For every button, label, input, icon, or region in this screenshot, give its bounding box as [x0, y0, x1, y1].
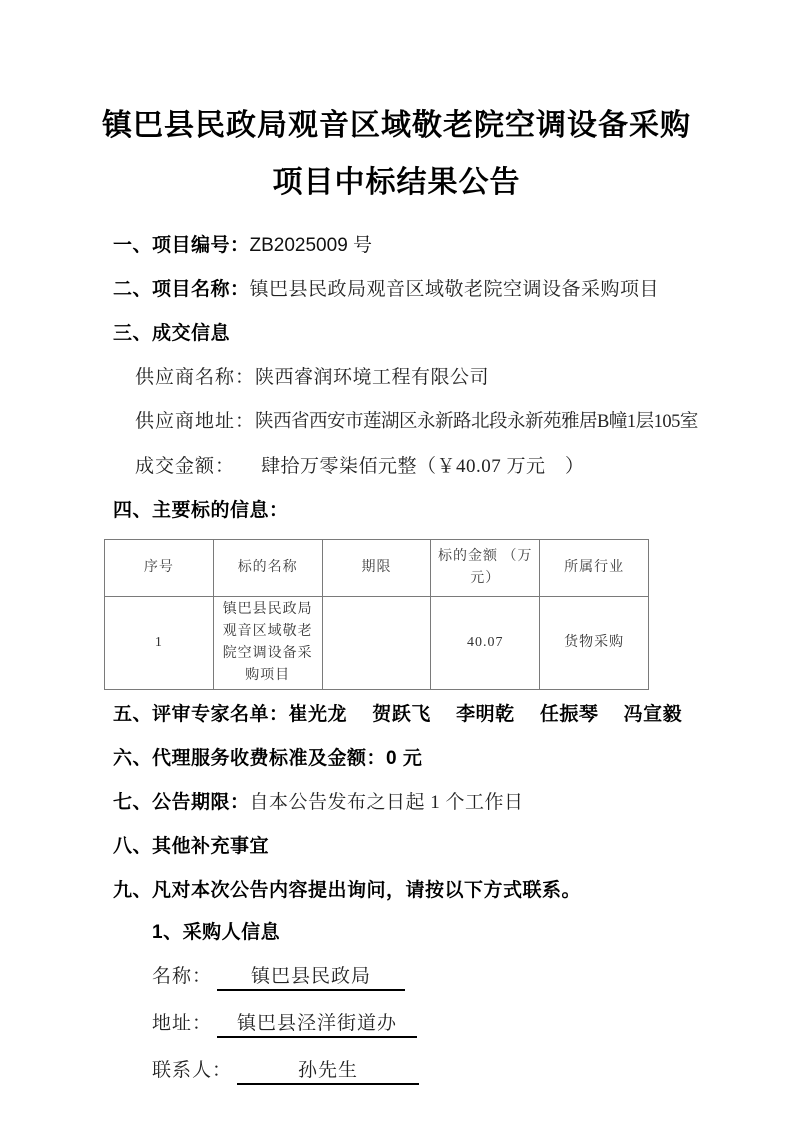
- purchaser-name-label: 名称：: [152, 966, 213, 987]
- section-agency-fee: [113, 747, 793, 770]
- section-deal-info-heading: [113, 322, 793, 345]
- main-subject-heading-label: 四、主要标的信息：: [113, 500, 289, 521]
- document-title: [0, 0, 793, 211]
- cell-seq: 1: [105, 597, 214, 690]
- header-cell-subject-name: 标的名称: [213, 540, 322, 597]
- section-project-name: [113, 278, 793, 301]
- section-contact-note: [113, 879, 793, 902]
- project-number-value: ZB2025009 号: [249, 235, 373, 256]
- section-other-matters: [113, 835, 793, 858]
- section-project-number: [113, 234, 793, 257]
- cell-term: [322, 597, 431, 690]
- header-cell-seq: 序号: [105, 540, 214, 597]
- purchaser-address-row: [152, 1012, 793, 1038]
- other-matters-label: 八、其他补充事宜: [113, 836, 270, 857]
- agency-fee-label: 六、代理服务收费标准及金额：: [113, 748, 387, 769]
- deal-amount-row: [135, 455, 793, 478]
- supplier-name-value: 陕西睿润环境工程有限公司: [255, 367, 490, 388]
- subject-info-table: [104, 539, 649, 690]
- section-experts: [113, 703, 793, 726]
- purchaser-contact-label: 联系人：: [152, 1060, 233, 1081]
- deal-info-heading-label: 三、成交信息: [113, 323, 231, 344]
- purchaser-contact-row: [152, 1059, 793, 1085]
- cell-industry: 货物采购: [540, 597, 649, 690]
- contact-note-label: 九、凡对本次公告内容提出询问，请按以下方式联系。: [113, 880, 582, 901]
- header-cell-term: 期限: [322, 540, 431, 597]
- purchaser-name-row: [152, 965, 793, 991]
- subject-table-header-row: [105, 540, 649, 597]
- supplier-address-label: 供应商地址：: [135, 411, 256, 432]
- header-cell-industry: 所属行业: [540, 540, 649, 597]
- project-number-label: 一、项目编号：: [113, 235, 250, 256]
- subject-table-data-row: [105, 597, 649, 690]
- supplier-name-row: [135, 366, 793, 389]
- notice-period-label: 七、公告期限：: [113, 792, 250, 813]
- purchaser-info-heading: [152, 921, 793, 944]
- deal-amount-value: 肆拾万零柒佰元整（￥40.07 万元 ）: [261, 456, 585, 477]
- cell-amount: 40.07: [431, 597, 540, 690]
- deal-amount-label: 成交金额：: [135, 456, 236, 477]
- purchaser-name-value: 镇巴县民政局: [217, 965, 405, 991]
- project-name-value: 镇巴县民政局观音区域敬老院空调设备采购项目: [249, 279, 660, 300]
- experts-label: 五、评审专家名单：: [113, 704, 289, 725]
- header-cell-amount: 标的金额 （万元）: [431, 540, 540, 597]
- supplier-name-label: 供应商名称：: [135, 367, 256, 388]
- purchaser-address-label: 地址：: [152, 1013, 213, 1034]
- section-notice-period: [113, 791, 793, 814]
- document-title-line1: 镇巴县民政局观音区域敬老院空调设备采购: [102, 109, 691, 142]
- purchaser-heading-label: 1、采购人信息: [152, 922, 281, 943]
- purchaser-address-value: 镇巴县泾洋街道办: [217, 1012, 417, 1038]
- project-name-label: 二、项目名称：: [113, 279, 250, 300]
- notice-period-value: 自本公告发布之日起 1 个工作日: [249, 792, 524, 813]
- experts-value: 崔光龙 贺跃飞 李明乾 任振琴 冯宣毅: [288, 704, 683, 725]
- supplier-address-value: 陕西省西安市莲湖区永新路北段永新苑雅居B幢1层105室: [255, 412, 698, 432]
- agency-fee-value: 0 元: [386, 748, 423, 769]
- purchaser-contact-value: 孙先生: [237, 1059, 419, 1085]
- section-main-subject-heading: [113, 499, 793, 522]
- supplier-address-row: [135, 410, 793, 434]
- document-title-line2: 项目中标结果公告: [272, 166, 521, 199]
- cell-subject-name: 镇巴县民政局观音区域敬老院空调设备采购项目: [213, 597, 322, 690]
